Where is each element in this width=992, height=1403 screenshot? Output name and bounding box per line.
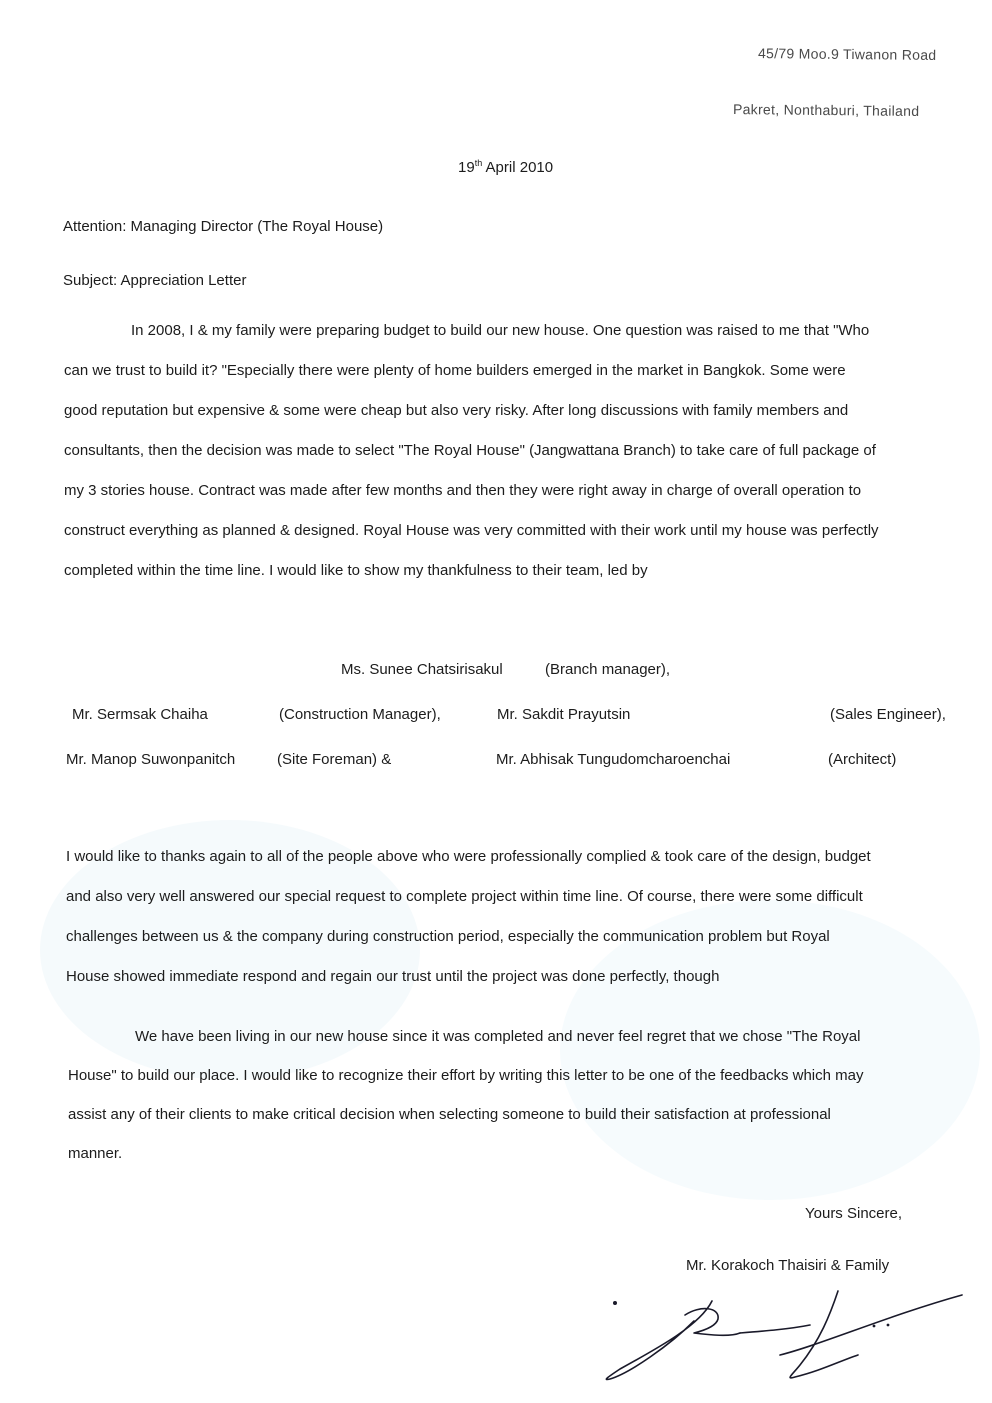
paragraph-1-line: construct everything as planned & designed. Royal House was very committed with their work until my house was perfectly [64,522,879,539]
letter-date [458,158,553,176]
paragraph-1-line: good reputation but expensive & some were cheap but also very risky. After long discussions with family members and [64,402,849,419]
attention-line: Attention: Managing Director (The Royal House) [63,218,384,235]
team-member-name: Mr. Sermsak Chaiha [72,706,208,723]
subject-line: Subject: Appreciation Letter [63,272,247,289]
paragraph-3-line: manner. [68,1145,123,1162]
branch-manager-name: Ms. Sunee Chatsirisakul [341,661,503,678]
branch-manager-role: (Branch manager), [545,661,671,678]
signatory-name: Mr. Korakoch Thaisiri & Family [686,1257,890,1274]
handwritten-signature [590,1285,970,1385]
paragraph-3 [68,1017,863,1173]
team-member-name: Mr. Abhisak Tungudomcharoenchai [496,751,731,768]
paragraph-2-line: challenges between us & the company during construction period, especially the communication problem but Royal [66,928,830,945]
sender-address-line1: 45/79 Moo.9 Tiwanon Road [757,45,937,63]
team-member-role: (Sales Engineer), [830,706,946,723]
team-member-name: Mr. Sakdit Prayutsin [497,706,631,723]
paragraph-2-line: House showed immediate respond and regain our trust until the project was done perfectly, though [66,968,720,985]
paragraph-1-line: consultants, then the decision was made to select "The Royal House" (Jangwattana Branch) to take care of full package of [64,442,876,459]
team-member-role: (Construction Manager), [279,706,441,723]
closing-salutation: Yours Sincere, [805,1205,903,1222]
paragraph-2 [66,837,871,997]
team-member-name: Mr. Manop Suwonpanitch [66,751,236,768]
paragraph-3-line: House" to build our place. I would like to recognize their effort by writing this letter to be one of the feedbacks which may [68,1067,864,1084]
paragraph-3-line: assist any of their clients to make critical decision when selecting someone to build their satisfaction at professional [68,1106,831,1123]
paragraph-3-line: We have been living in our new house since it was completed and never feel regret that we chose "The Royal [135,1028,861,1045]
paragraph-2-line: I would like to thanks again to all of the people above who were professionally complied & took care of the design, budget [66,848,871,865]
date-rest: April 2010 [485,159,554,176]
date-suffix: th [474,158,483,168]
paragraph-1 [64,311,879,591]
paragraph-1-line: can we trust to build it? "Especially there were plenty of home builders emerged in the market in Bangkok. Some were [64,362,846,379]
team-member-role: (Architect) [828,751,897,768]
team-member-role: (Site Foreman) & [277,751,392,768]
date-day: 19 [458,159,475,176]
paragraph-1-line: my 3 stories house. Contract was made after few months and then they were right away in charge of overall operation to [64,482,862,499]
paragraph-1-line: completed within the time line. I would like to show my thankfulness to their team, led by [64,562,648,579]
sender-address-line2: Pakret, Nonthaburi, Thailand [732,101,920,119]
paragraph-2-line: and also very well answered our special request to complete project within time line. Of course, there were some difficult [66,888,863,905]
paragraph-1-line: In 2008, I & my family were preparing budget to build our new house. One question was raised to me that "Who [131,322,870,339]
